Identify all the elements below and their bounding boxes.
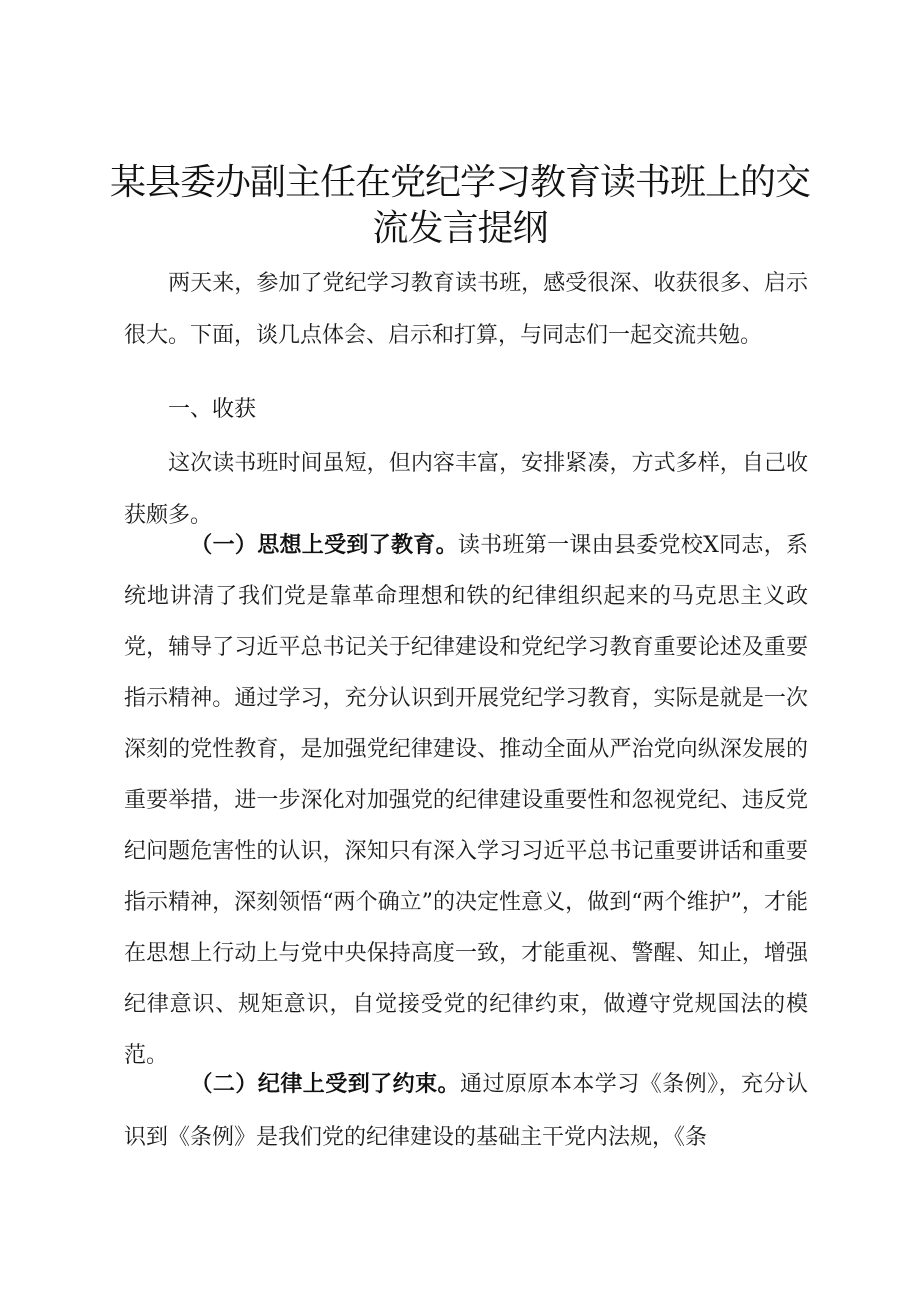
- sub2-paragraph: [124, 1058, 808, 1164]
- intro-text: 两天来，参加了党纪学习教育读书班，感受很深、收获很多、启示很大。下面，谈几点体会、启示和打算，与同志们一起交流共勉。: [124, 271, 808, 348]
- intro-paragraph: [124, 258, 808, 362]
- sub1-body: 读书班第一课由县委党校X同志，系统地讲清了我们党是靠革命理想和铁的纪律组织起来的马克思主义政党，辅导了习近平总书记关于纪律建设和党纪学习教育重要论述及重要指示精神。通过学习，充分认识到开展党纪学习教育，实际是就是一次深刻的党性教育，是加强党纪律建设、推动全面从严治党向纵深发展的重要举措，进一步深化对加强党的纪律建设重要性和忽视党纪、违反党纪问题危害性的认识，深知只有深入学习习近平总书记重要讲话和重要指示精神，深刻领悟“两个确立”的决定性意义，做到“两个维护”，才能在思想上行动上与党中央保持高度一致，才能重视、警醒、知止，增强纪律意识、规矩意识，自觉接受党的纪律约束，做遵守党规国法的模范。: [124, 533, 808, 1068]
- sub2-heading: （二）纪律上受到了约束。: [190, 1072, 461, 1097]
- document-title-line2: 流发言提纲: [372, 208, 548, 249]
- sub1-heading: （一）思想上受到了教育。: [190, 533, 458, 558]
- document-title-line1: 某县委办副主任在党纪学习教育读书班上的交: [110, 162, 811, 203]
- sub2-body: 通过原原本本学习《条例》，充分认识到《条例》是我们党的纪律建设的基础主干党内法规，《条: [124, 1072, 808, 1150]
- section1-heading: 一、收获: [168, 397, 257, 422]
- section1-intro-text: 这次读书班时间虽短，但内容丰富，安排紧凑，方式多样，自己收获颇多。: [124, 451, 808, 528]
- sub1-paragraph: [124, 520, 808, 1081]
